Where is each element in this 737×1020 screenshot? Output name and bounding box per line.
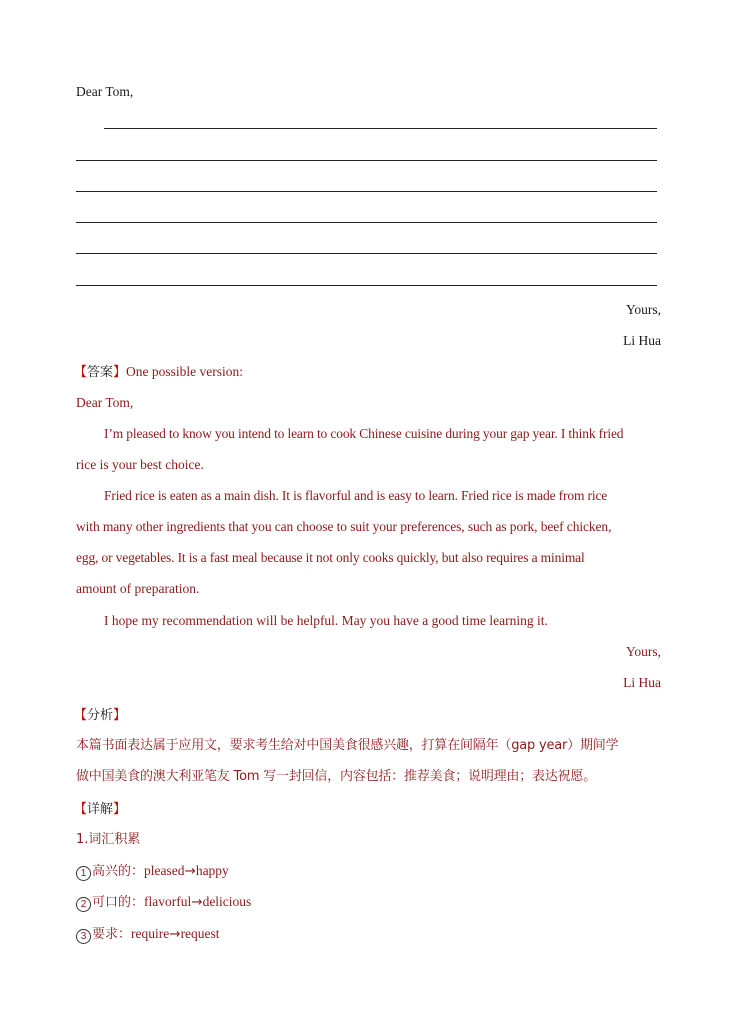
analysis-header	[74, 706, 126, 725]
vocab-item-1	[76, 862, 229, 881]
writing-line-5	[76, 253, 657, 254]
answer-salutation: Dear Tom,	[76, 395, 134, 410]
details-heading: 1.词汇积累	[76, 832, 141, 847]
circled-number: 2	[76, 897, 91, 912]
answer-line-7: I hope my recommendation will be helpful. May you have a good time learning it.	[104, 613, 548, 628]
question-closing: Yours,	[625, 302, 661, 317]
writing-line-4	[76, 222, 657, 223]
circled-number: 3	[76, 929, 91, 944]
answer-line-1: I’m pleased to know you intend to learn to cook Chinese cuisine during your gap year. I think fried	[104, 426, 624, 441]
analysis-label-open: 【	[74, 708, 88, 723]
writing-line-6	[76, 285, 657, 286]
details-label-open: 【	[74, 802, 88, 817]
vocab-cn: 可口的：	[92, 895, 145, 910]
answer-signature: Li Hua	[623, 675, 661, 690]
arrow-icon: →	[184, 863, 196, 879]
answer-line-4: with many other ingredients that you can choose to suit your preferences, such as pork, beef chicken,	[76, 519, 612, 534]
vocab-to: request	[180, 926, 220, 941]
analysis-line-2: 做中国美食的澳大利亚笔友 Tom 写一封回信，内容包括：推荐美食；说明理由；表达祝愿。	[76, 769, 597, 784]
answer-line-6: amount of preparation.	[76, 581, 200, 596]
vocab-to: happy	[195, 863, 229, 878]
vocab-from: pleased	[144, 863, 185, 878]
question-salutation: Dear Tom,	[76, 84, 134, 99]
analysis-label: 分析	[87, 708, 114, 723]
vocab-cn: 高兴的：	[92, 864, 145, 879]
answer-label-open: 【	[74, 365, 88, 380]
analysis-label-close: 】	[113, 708, 127, 723]
details-label-close: 】	[113, 802, 127, 817]
vocab-item-3	[76, 925, 220, 944]
writing-line-2	[76, 160, 657, 161]
arrow-icon: →	[169, 926, 181, 942]
answer-closing: Yours,	[625, 644, 661, 659]
answer-line-5: egg, or vegetables. It is a fast meal because it not only cooks quickly, but also requires a minimal	[76, 550, 585, 565]
writing-line-1	[104, 128, 657, 129]
arrow-icon: →	[191, 894, 203, 910]
writing-line-3	[76, 191, 657, 192]
question-signature: Li Hua	[623, 333, 661, 348]
details-header	[74, 800, 126, 819]
answer-label: 答案	[87, 365, 114, 380]
answer-intro: One possible version:	[126, 364, 244, 379]
vocab-cn: 要求：	[92, 927, 132, 942]
answer-header	[74, 363, 243, 382]
vocab-to: delicious	[202, 894, 252, 909]
answer-line-3: Fried rice is eaten as a main dish. It is flavorful and is easy to learn. Fried rice is made from rice	[104, 488, 608, 503]
details-label: 详解	[87, 802, 114, 817]
vocab-from: flavorful	[144, 894, 192, 909]
analysis-line-1: 本篇书面表达属于应用文，要求考生给对中国美食很感兴趣，打算在间隔年（gap year）期间学	[76, 738, 619, 753]
answer-label-close: 】	[113, 365, 127, 380]
vocab-item-2	[76, 893, 251, 912]
vocab-from: require	[131, 926, 170, 941]
answer-line-2: rice is your best choice.	[76, 457, 204, 472]
circled-number: 1	[76, 866, 91, 881]
